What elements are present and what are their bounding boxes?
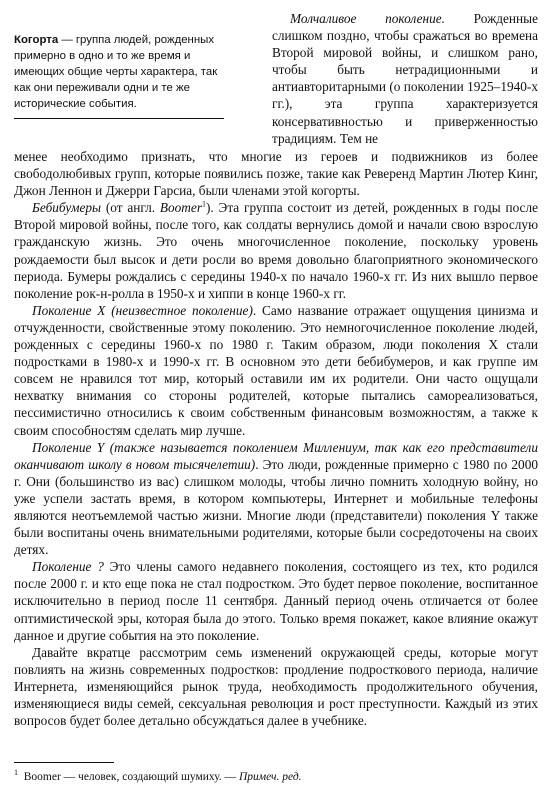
- textbook-page: [14, 10, 538, 790]
- generation-question-text: Это члены самого недавнего поколения, состоящего из тех, кто родился после 2000 г. и кто еще пока не стал подростком. Это будет первое поколение, воспитанное исключительно в период после 11 сентября. Данный период очень отличается от более оптимистической эры, которая была до этого. Только время покажет, какое влияние окажут данное и другие события на это поколение.: [14, 559, 538, 643]
- definition-term: Когорта: [14, 34, 59, 46]
- paragraph-silent-generation-cont: [14, 148, 538, 199]
- generation-x-text: . Само название отражает ощущения цинизма и отчужденности, свойственные этому поколению. Это немногочисленное поколение людей, рожденных с середины 1960-х по 1980 г. Таким образом, люди поколения X стали подростками в 1980-х и 1990-х гг. В основном это дети бебибумеров, и как группе им совсем не нравился тот мир, который оставили им их родители. Они часто ощущали нехватку внимания со стороны родителей, которые пытались самореализоваться, пессимистично относились к своим собственным финансовым возможностям, а также к своим способностям сделать мир лучше.: [14, 302, 538, 438]
- boomers-word: Boomer: [159, 200, 202, 216]
- silent-generation-title: Молчаливое поколение.: [290, 11, 445, 26]
- main-text: [14, 148, 538, 729]
- generation-x-aside: (неизвестное поколение): [105, 302, 253, 318]
- generation-question-title: Поколение ?: [32, 559, 104, 575]
- footnote-text: Boomer — человек, создающий шумиху. —: [23, 771, 239, 783]
- silent-generation-text-main: менее необходимо признать, что многие из героев и подвижников из более свободолюбивых групп, которые появились позже, такие как Реверенд Мартин Лютер Кинг, Джон Леннон и Джерри Гарсиа, были членами этой когорты.: [14, 149, 538, 199]
- footnote-editor-note: Примеч. ред.: [238, 771, 302, 783]
- silent-generation-text-top: Рожденные слишком поздно, чтобы сражаться во времена Второй мировой войны, и слишком рано, чтобы быть нетрадиционными и антиавторитарными (о поколении 1925–1940-х гг.), эта группа характеризуется консервативностью и приверженностью традициям. Тем не: [272, 11, 538, 146]
- paragraph-generation-y: [14, 439, 538, 559]
- footnote-mark: 1: [14, 768, 18, 778]
- paragraph-closing: [14, 644, 538, 729]
- closing-text: Давайте вкратце рассмотрим семь изменений окружающей среды, которые могут повлиять на жизнь современных подростков: продление подросткового периода, наличие Интернета, изменяющийся рынок труда, необходимость продолжительного обучения, изменяющиеся виды семей, сексуальная революция и рост преступности. Каждый из этих вопросов будет более детально обсуждаться далее в учебнике.: [14, 644, 538, 729]
- footnote: [14, 770, 538, 784]
- generation-y-text: . Это люди, рожденные примерно с 1980 по 2000 г. Они (большинство из вас) слишком молоды, чтобы лично помнить холодную войну, но уже успели застать время, в котором компьютеры, Интернет и мобильные телефоны являются неотъемлемой частью жизни. Многие люди (представители) поколения Y также были воспитаны очень внимательными родителями, которые были сосредоточены на своих детях.: [14, 456, 538, 558]
- generation-x-title: Поколение X: [32, 302, 106, 318]
- footnote-reference[interactable]: 1: [202, 199, 206, 209]
- boomers-aside: (от англ.: [101, 200, 160, 216]
- footnote-divider: [14, 762, 114, 763]
- paragraph-generation-x: [14, 302, 538, 439]
- paragraph-generation-question: [14, 558, 538, 643]
- paragraph-boomers: [14, 199, 538, 302]
- boomers-text: ). Эта группа состоит из детей, рожденных в годы после Второй мировой войны, после того, как солдаты вернулись домой и начали свою взрослую гражданскую жизнь. Это очень многочисленное поколение, поскольку уровень рождаемости был высок и дети росли во время довольно благоприятного экономического периода. Бумеры рождались с середины 1940-х по начало 1960-х гг. Из них вышло первое поколение рок-н-ролла в 1950-х и хиппи в конце 1960-х гг.: [14, 200, 538, 301]
- definition-box: [14, 32, 224, 119]
- silent-generation-intro: [272, 10, 538, 147]
- boomers-title: Бебибумеры: [32, 200, 102, 216]
- generation-y-title: Поколение Y: [32, 439, 105, 455]
- paragraph-silent-generation: [272, 10, 538, 147]
- generation-y-aside: (также называется поколением Миллениум, так как его представители оканчивают школу в новом тысячелетии): [14, 439, 538, 472]
- definition-text: — группа людей, рожденных примерно в одно и то же время и имеющих общие черты характера, так как они переживали одни и те же исторические события.: [14, 34, 218, 110]
